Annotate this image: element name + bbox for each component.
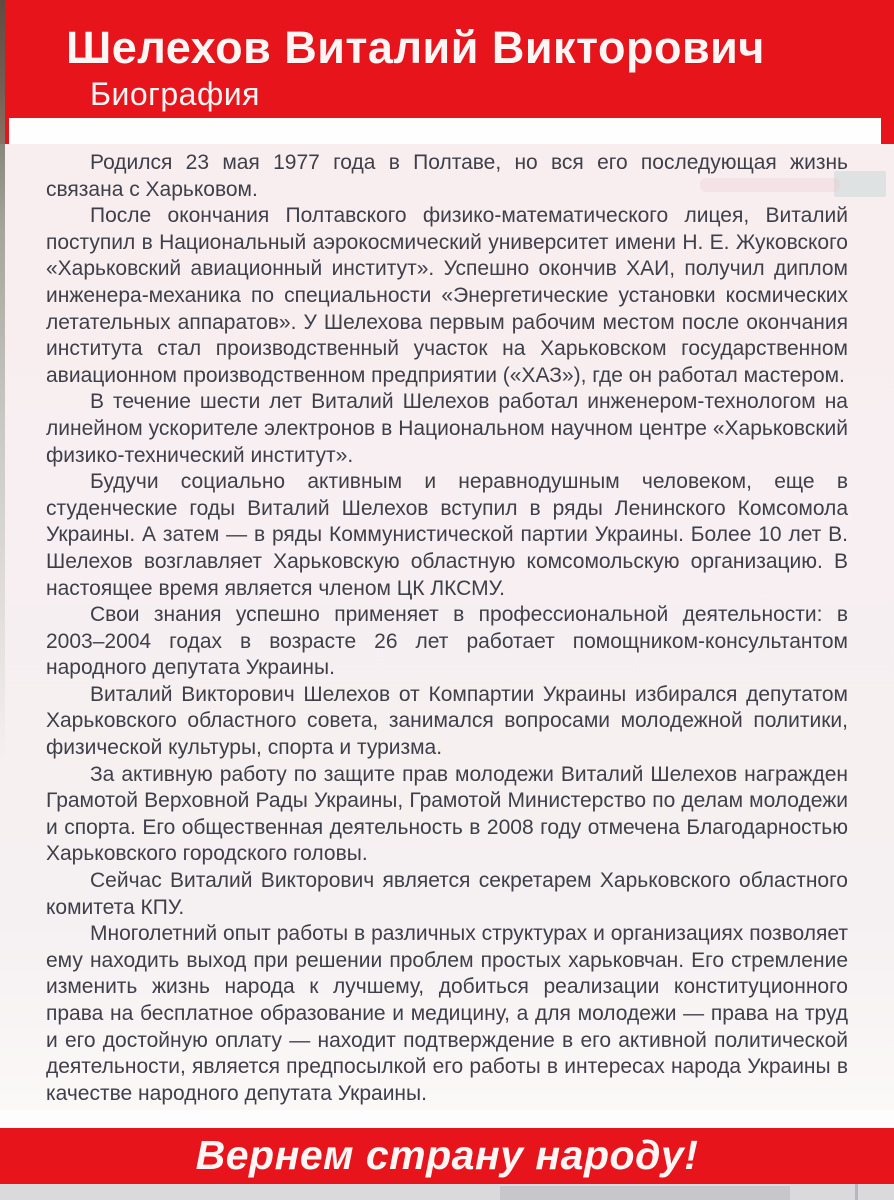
footer-divider (0, 1110, 894, 1128)
biography-paragraph: Свои знания успешно применяет в профессиональной деятельности: в 2003–2004 годах в возрасте 26 лет работает помощником-консультантом народного депутата Украины. (46, 603, 848, 680)
page-title: Шелехов Виталий Викторович (66, 22, 765, 73)
biography-paragraph: В течение шести лет Виталий Шелехов работал инженером-технологом на линейном ускорителе электронов в Национальном научном центре «Харьковский физико-технический институт». (46, 390, 848, 467)
biography-paragraph: После окончания Полтавского физико-математического лицея, Виталий поступил в Национальный аэрокосмический университет имени Н. Е. Жуковского «Харьковский авиационный институт». Успешно окончив ХАИ, получил диплом инженера-механика по специальности «Энергетические установки космических летательных аппаратов». У Шелехова первым рабочим местом после окончания института стал производственный участок на Харьковском государственном авиационном производственном предприятии («ХАЗ»), где он работал мастером. (46, 204, 848, 387)
header-banner (0, 0, 894, 118)
header-divider (0, 118, 894, 144)
biography-paragraph: Виталий Викторович Шелехов от Компартии Украины избирался депутатом Харьковского областного совета, занимался вопросами молодежной политики, физической культуры, спорта и туризма. (46, 682, 848, 760)
biography-paragraph: Сейчас Виталий Викторович является секретарем Харьковского областного комитета КПУ. (46, 869, 848, 919)
footer-banner (0, 1128, 894, 1184)
scan-edge-strip (0, 0, 5, 760)
scan-artifact (500, 1186, 790, 1200)
biography-text (46, 150, 848, 1107)
biography-paragraph: За активную работу по защите прав молодежи Виталий Шелехов награжден Грамотой Верховной Рады Украины, Грамотой Министерство по делам молодежи и спорта. Его общественная деятельность в 2008 году отмечена Благодарностью Харьковского городского головы. (46, 762, 848, 866)
scan-artifact (855, 1184, 858, 1200)
biography-paragraph: Родился 23 мая 1977 года в Полтаве, но вся его последующая жизнь связана с Харьковом. (46, 151, 848, 201)
page-subtitle: Биография (90, 76, 260, 112)
biography-paragraph: Многолетний опыт работы в различных структурах и организациях позволяет ему находить выход при решении проблем простых харьковчан. Его стремление изменить жизнь народа к лучшему, добиться реализации конституционного права на бесплатное образование и медицину, а для молодежи — права на труд и его достойную оплату — находит подтверждение в его активной политической деятельности, является предпосылкой его работы в интересах народа Украины в качестве народного депутата Украины. (46, 922, 848, 1105)
biography-paragraph: Будучи социально активным и неравнодушным человеком, еще в студенческие годы Виталий Шелехов вступил в ряды Ленинского Комсомола Украины. А затем — в ряды Коммунистической партии Украины. Более 10 лет В. Шелехов возглавляет Харьковскую областную комсомольскую организацию. В настоящее время является членом ЦК ЛКСМУ. (46, 470, 848, 600)
footer-slogan: Вернем страну народу! (195, 1131, 699, 1178)
